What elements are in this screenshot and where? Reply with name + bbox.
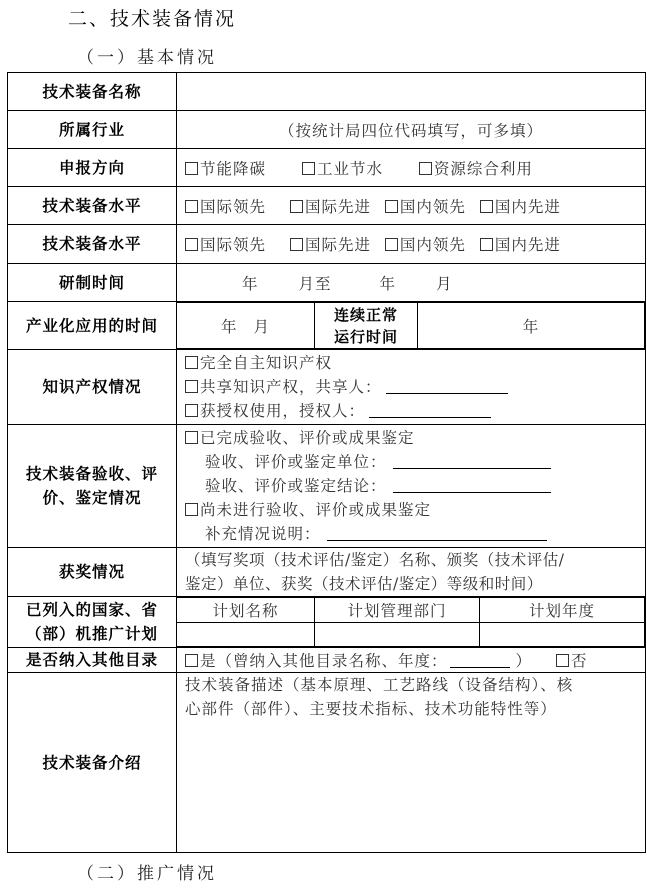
continuous-run-time-field[interactable]: 年 [418,303,645,349]
checkbox-icon[interactable] [556,654,569,667]
label-level-1: 技术装备水平 [8,187,177,225]
checkbox-icon[interactable] [290,200,303,213]
option-catalog-yes[interactable]: 是（曾纳入其他目录名称、年度： [185,652,448,670]
label-equipment-name: 技术装备名称 [8,73,177,111]
basic-info-form [7,72,646,853]
checkbox-icon[interactable] [185,654,198,667]
option-domestic-advanced[interactable]: 国内先进 [480,198,561,216]
option-domestic-leading[interactable]: 国内领先 [385,236,466,254]
option-intl-advanced[interactable]: 国际先进 [290,198,371,216]
plan-year-input[interactable] [480,623,645,647]
checkbox-icon[interactable] [185,431,198,444]
label-industry: 所属行业 [8,111,177,149]
checkbox-icon[interactable] [419,162,432,175]
direction-options [177,149,646,187]
acceptance-unit-input[interactable] [393,454,551,469]
checkbox-icon[interactable] [185,404,198,417]
plan-name-input[interactable] [177,623,315,647]
label-awards: 获奖情况 [8,548,177,597]
label-promotion-plans: 已列入的国家、省 （部）机推广计划 [8,597,177,648]
col-plan-dept: 计划管理部门 [315,598,480,623]
checkbox-icon[interactable] [185,238,198,251]
level-2-options [177,225,646,264]
checkbox-icon[interactable] [185,380,198,393]
ip-options [177,350,646,425]
option-domestic-leading[interactable]: 国内领先 [385,198,466,216]
checkbox-icon[interactable] [185,200,198,213]
industrialization-time-field[interactable]: 年 月 [177,303,315,349]
option-shared-ip[interactable]: 共享知识产权，共享人： [185,375,645,399]
equipment-name-field[interactable] [177,73,646,111]
licensor-input[interactable] [369,403,491,418]
option-own-ip[interactable]: 完全自主知识产权 [185,351,645,375]
label-acceptance: 技术装备验收、评 价、鉴定情况 [8,425,177,548]
label-other-catalog: 是否纳入其他目录 [8,648,177,673]
checkbox-icon[interactable] [385,238,398,251]
option-water-saving[interactable]: 工业节水 [302,160,383,178]
industry-hint: （按统计局四位代码填写，可多填） [278,121,543,140]
label-industrialization-time: 产业化应用的时间 [8,302,177,350]
label-dev-time: 研制时间 [8,264,177,302]
plan-dept-input[interactable] [315,623,480,647]
checkbox-icon[interactable] [290,238,303,251]
awards-field[interactable]: （填写奖项（技术评估/鉴定）名称、颁奖（技术评估/ 鉴定）单位、获奖（技术评估/鉴定）等级和时间） [177,548,646,597]
checkbox-icon[interactable] [302,162,315,175]
label-level-2: 技术装备水平 [8,225,177,264]
option-energy-saving[interactable]: 节能降碳 [185,160,266,178]
checkbox-icon[interactable] [185,356,198,369]
subsection-title-promotion: （二）推广情况 [77,864,217,884]
checkbox-icon[interactable] [480,238,493,251]
industry-field[interactable] [177,111,646,149]
option-not-completed[interactable]: 尚未进行验收、评价或成果鉴定 [185,498,645,522]
subsection-title-basic: （一）基本情况 [77,48,217,68]
checkbox-icon[interactable] [185,503,198,516]
option-completed[interactable]: 已完成验收、评价或成果鉴定 [185,426,645,450]
option-domestic-advanced[interactable]: 国内先进 [480,236,561,254]
checkbox-icon[interactable] [385,200,398,213]
col-plan-year: 计划年度 [480,598,645,623]
plans-table [177,597,645,647]
intro-field[interactable]: 技术装备描述（基本原理、工艺路线（设备结构）、核 心部件（部件）、主要技术指标、技术功能特性等） [177,673,646,853]
supplement-note-input[interactable] [327,526,547,541]
sharer-input[interactable] [386,379,508,394]
label-direction: 申报方向 [8,149,177,187]
acceptance-conclusion-input[interactable] [393,478,551,493]
option-resource-use[interactable]: 资源综合利用 [419,160,533,178]
dev-time-field[interactable]: 年 月至 年 月 [177,264,646,302]
option-intl-advanced[interactable]: 国际先进 [290,236,371,254]
option-intl-leading[interactable]: 国际领先 [185,198,266,216]
section-title: 二、技术装备情况 [68,8,237,30]
option-licensed-ip[interactable]: 获授权使用，授权人： [185,399,645,423]
catalog-name-input[interactable] [450,653,510,668]
label-intro: 技术装备介绍 [8,673,177,853]
option-intl-leading[interactable]: 国际领先 [185,236,266,254]
catalog-options: 是（曾纳入其他目录名称、年度： ） 否 [177,648,646,673]
acceptance-options: 已完成验收、评价或成果鉴定 验收、评价或鉴定单位： 验收、评价或鉴定结论： 尚未进行验收、评价或成果鉴定 补充情况说明： [177,425,646,548]
option-catalog-no[interactable]: 否 [556,652,588,670]
checkbox-icon[interactable] [480,200,493,213]
checkbox-icon[interactable] [185,162,198,175]
label-continuous-run-time: 连续正常 运行时间 [315,303,418,349]
level-1-options [177,187,646,225]
col-plan-name: 计划名称 [177,598,315,623]
label-ip: 知识产权情况 [8,350,177,425]
